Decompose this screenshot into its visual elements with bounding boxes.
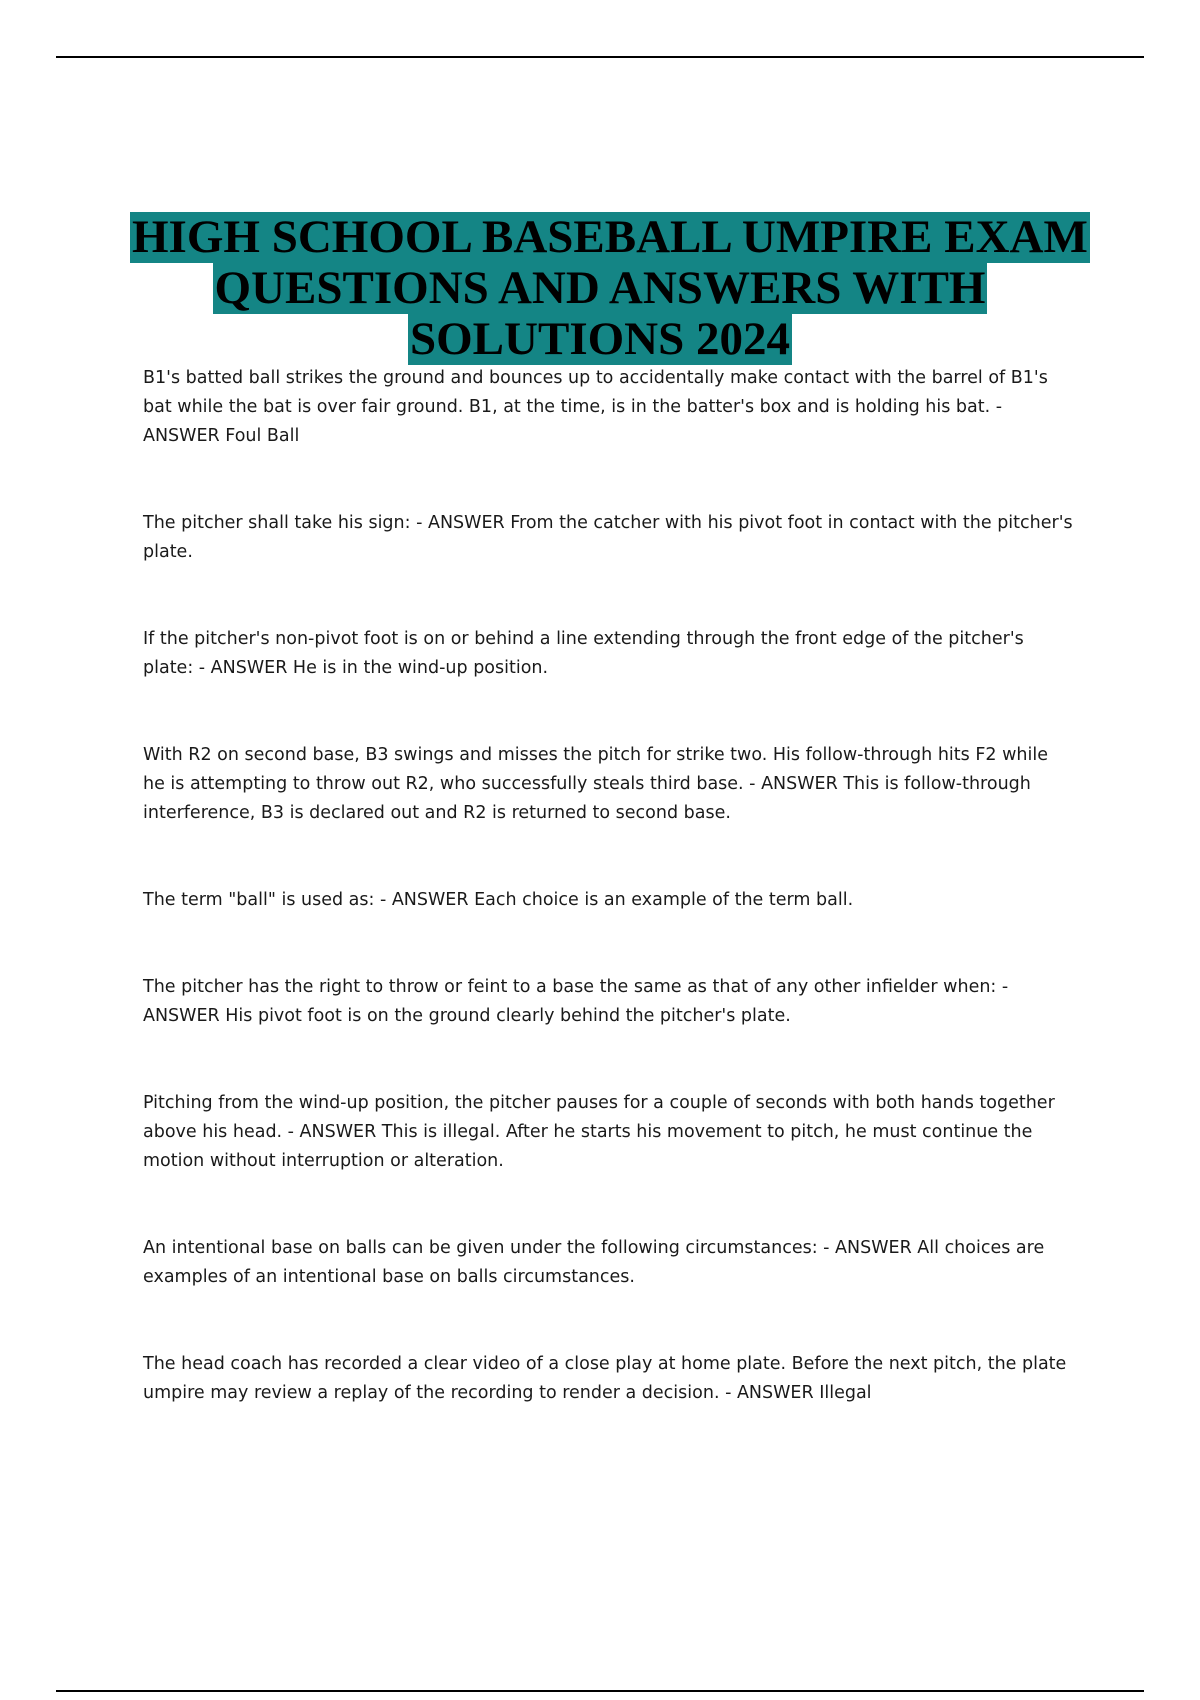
qa-item: If the pitcher's non-pivot foot is on or behind a line extending through the front edge of the pitcher's plate: - ANSWER He is in the wind-up position.	[143, 629, 1024, 678]
qa-item: The pitcher has the right to throw or feint to a base the same as that of any other infielder when: - ANSWER His pivot foot is on the ground clearly behind the pitcher's plate.	[143, 977, 1009, 1026]
qa-item: An intentional base on balls can be given under the following circumstances: - ANSWER All choices are examples of an intentional base on balls circumstances.	[143, 1238, 1045, 1287]
qa-item: The term "ball" is used as: - ANSWER Each choice is an example of the term ball.	[143, 890, 854, 910]
header-rule	[56, 56, 1144, 58]
qa-item: With R2 on second base, B3 swings and misses the pitch for strike two. His follow-through hits F2 while he is attempting to throw out R2, who successfully steals third base. - ANSWER This is follow-through interference, B3 is declared out and R2 is returned to second base.	[143, 745, 1048, 823]
qa-item: Pitching from the wind-up position, the pitcher pauses for a couple of seconds with both hands together above his head. - ANSWER This is illegal. After he starts his movement to pitch, he must continue the motion without interruption or alteration.	[143, 1093, 1055, 1171]
qa-list	[143, 364, 1073, 1408]
title-line: HIGH SCHOOL BASEBALL UMPIRE EXAM	[132, 211, 1088, 263]
qa-item: The head coach has recorded a clear video of a close play at home plate. Before the next pitch, the plate umpire may review a replay of the recording to render a decision. - ANSWER Illegal	[143, 1354, 1067, 1403]
qa-item: The pitcher shall take his sign: - ANSWER From the catcher with his pivot foot in contact with the pitcher's plate.	[143, 513, 1073, 562]
document-title	[130, 211, 1088, 365]
footer-rule	[56, 1690, 1144, 1692]
title-line: SOLUTIONS 2024	[409, 313, 791, 365]
title-line: QUESTIONS AND ANSWERS WITH	[214, 262, 986, 314]
qa-item: B1's batted ball strikes the ground and bounces up to accidentally make contact with the barrel of B1's bat while the bat is over fair ground. B1, at the time, is in the batter's box and is holding his bat. - ANSWER Foul Ball	[143, 368, 1048, 446]
